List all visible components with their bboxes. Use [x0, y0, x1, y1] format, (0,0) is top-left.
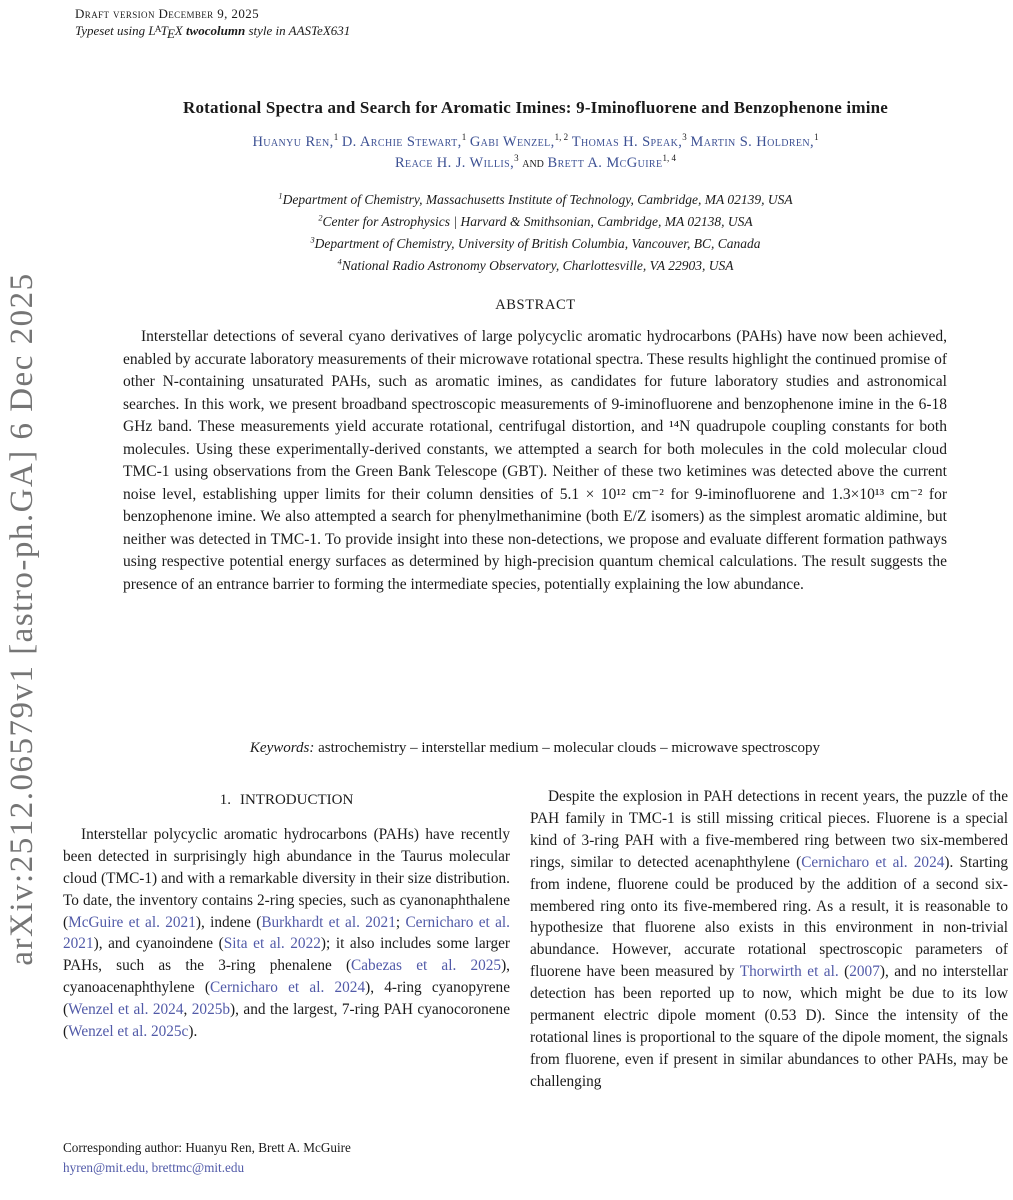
citation-link[interactable]: Wenzel et al. 2025c: [68, 1023, 189, 1041]
text-segment: astrochemistry – interstellar medium – molecular clouds – microwave spectroscopy: [318, 740, 821, 756]
citation-link[interactable]: Wenzel et al. 2024: [68, 1001, 184, 1019]
author-line-1: [63, 132, 1008, 153]
text-segment: style in AASTeX631: [245, 23, 351, 38]
text-segment: T: [160, 23, 168, 38]
text-segment: ), and the largest, 7-ring PAH cyanocoronene (: [63, 1001, 510, 1041]
citation-link[interactable]: Thorwirth et al.: [739, 963, 839, 981]
citation-link[interactable]: 2025b: [191, 1001, 231, 1019]
keywords-line: [123, 740, 947, 757]
author-name[interactable]: D. Archie Stewart: [341, 134, 458, 150]
text-segment: ). Starting from indene, fluorene could be produced by the addition of a second six-membered ring onto its five-membered ring. As a result, it is reasonable to hypothesize that fluorene also exists in this environment in non-trivial abundance. However, accurate rotational spectroscopic parameters of fluorene have been measured by: [530, 853, 1008, 981]
corresponding-author-line: Corresponding author: Huanyu Ren, Brett A. McGuire: [63, 1140, 351, 1155]
text-segment: E: [167, 25, 175, 41]
superscript-marker: 3: [310, 235, 315, 245]
author-name[interactable]: Gabi Wenzel: [469, 134, 551, 150]
text-segment: ;: [395, 913, 406, 931]
superscript-marker: 1: [461, 132, 467, 143]
citation-link[interactable]: 2007: [849, 963, 880, 981]
text-segment[interactable]: ,: [550, 134, 555, 150]
right-column: [530, 786, 1008, 1200]
superscript-marker: 2: [318, 213, 323, 223]
text-segment[interactable]: ,: [810, 134, 815, 150]
text-segment: Department of Chemistry, University of British Columbia, Vancouver, BC, Canada: [314, 236, 761, 251]
two-column-layout: [63, 786, 1008, 1200]
abstract-heading: ABSTRACT: [495, 297, 576, 313]
text-segment: L: [148, 23, 156, 38]
superscript-marker: 1, 4: [662, 153, 676, 164]
affiliation-line: [63, 233, 1008, 255]
citation-link[interactable]: Cernicharo et al. 2024: [801, 853, 945, 871]
superscript-marker: 1: [278, 191, 283, 201]
text-segment: Typeset using: [75, 23, 149, 38]
superscript-marker: 1: [333, 132, 339, 143]
text-segment: ,: [183, 1001, 192, 1019]
left-column: [63, 786, 510, 1200]
author-line-2: [63, 153, 1008, 174]
text-segment: ), and cyanoindene (: [93, 935, 224, 953]
text-segment: (: [838, 963, 850, 981]
text-segment: ).: [188, 1023, 198, 1041]
text-segment: ), cyanoacenaphthylene (: [63, 957, 510, 997]
author-name[interactable]: Huanyu Ren: [252, 134, 330, 150]
citation-link[interactable]: Cabezas et al. 2025: [351, 957, 502, 975]
text-segment: Keywords:: [249, 740, 319, 756]
author-name[interactable]: Reace H. J. Willis: [394, 155, 511, 171]
text-segment[interactable]: ,: [329, 134, 334, 150]
text-segment: National Radio Astronomy Observatory, Charlottesville, VA 22903, USA: [341, 258, 734, 273]
corresponding-author-note: [63, 1138, 510, 1200]
author-name[interactable]: Martin S. Holdren: [690, 134, 811, 150]
arxiv-watermark: arXiv:2512.06579v1 [astro-ph.GA] 6 Dec 2025: [4, 272, 40, 966]
text-segment: ), indene (: [195, 913, 262, 931]
body-paragraph: [530, 786, 1008, 1093]
affiliations: [63, 189, 1008, 277]
text-segment: X: [174, 23, 186, 38]
paper-title: Rotational Spectra and Search for Aromatic Imines: 9-Iminofluorene and Benzophenone imine: [182, 98, 889, 117]
text-segment: Center for Astrophysics | Harvard & Smithsonian, Cambridge, MA 02138, USA: [322, 214, 753, 229]
introduction-paragraph: [63, 824, 510, 1043]
text-segment: Despite the explosion in PAH detections in recent years, the puzzle of the PAH family in TMC-1 is still missing critical pieces. Fluorene is a special kind of 3-ring PAH with a five-membered ring between two six-membered rings, similar to detected acenaphthylene (: [530, 788, 1008, 871]
text-segment[interactable]: ,: [510, 155, 515, 171]
section-title: INTRODUCTION: [239, 792, 354, 808]
superscript-marker: 1: [814, 132, 819, 143]
typeset-line: [75, 22, 350, 42]
title-block: [63, 98, 1008, 277]
draft-version-line: Draft version December 9, 2025: [75, 6, 260, 21]
affiliation-line: [63, 211, 1008, 233]
citation-link[interactable]: Burkhardt et al. 2021: [261, 913, 396, 931]
affiliation-line: [63, 189, 1008, 211]
text-segment: ), and no interstellar detection has been reported up to now, which might be due to its low permanent electric dipole moment (0.53 D). Since the intensity of the rotational lines is proportional to the square of the dipole moment, the signals from fluorene, even if present in similar abundances to other PAHs, may be challenging: [530, 963, 1008, 1090]
text-segment: Department of Chemistry, Massachusetts Institute of Technology, Cambridge, MA 02139, USA: [282, 192, 793, 207]
superscript-marker: 3: [514, 153, 519, 164]
text-segment[interactable]: ,: [678, 134, 683, 150]
citation-link[interactable]: McGuire et al. 2021: [68, 913, 196, 931]
text-segment: A: [154, 25, 162, 36]
citation-link[interactable]: Cernicharo et al. 2024: [209, 979, 366, 997]
superscript-marker: 4: [337, 257, 342, 267]
text-segment: ); it also includes some larger PAHs, such as the 3-ring phenalene (: [63, 935, 510, 975]
citation-link[interactable]: Cernicharo et al. 2021: [63, 913, 510, 953]
author-name[interactable]: Thomas H. Speak: [571, 134, 679, 150]
text-segment: and: [518, 155, 548, 171]
text-segment: ), 4-ring cyanopyrene (: [63, 979, 510, 1019]
author-name[interactable]: Brett A. McGuire: [547, 155, 663, 171]
affiliation-line: [63, 255, 1008, 277]
abstract-text: Interstellar detections of several cyano derivatives of large polycyclic aromatic hydrocarbons (PAHs) have now been achieved, enabled by accurate laboratory measurements of their microwave rotational spectra. These results highlight the continued promise of other N-containing unsaturated PAHs, such as aromatic imines, as candidates for future laboratory studies and astronomical searches. In this work, we present broadband spectroscopic measurements of 9-iminofluorene and benzophenone imine in the 6-18 GHz band. These measurements yield accurate rotational, centrifugal distortion, and ¹⁴N quadrupole coupling constants for both molecules. Using these experimentally-derived constants, we attempted a search for both molecules in the cold molecular cloud TMC-1 using observations from the Green Bank Telescope (GBT). Neither of these two ketimines was detected above the current noise level, establishing upper limits for their column densities of 5.1 × 10¹² cm⁻² for 9-iminofluorene and 1.3×10¹³ cm⁻² for benzophenone imine. We also attempted a search for phenylmethanimine (both E/Z isomers) as the simplest aromatic aldimine, but neither was detected in TMC-1. To provide insight into these non-detections, we propose and evaluate different formation pathways using respective potential energy surfaces as determined by high-precision quantum chemical calculations. The result suggests the presence of an entrance barrier to forming the intermediate species, potentially explaining the low abundance.: [123, 328, 947, 593]
corresponding-emails[interactable]: hyren@mit.edu, brettmc@mit.edu: [63, 1160, 245, 1175]
text-segment: twocolumn: [185, 23, 246, 38]
text-segment: Interstellar polycyclic aromatic hydrocarbons (PAHs) have recently been detected in surprisingly high abundance in the Taurus molecular cloud (TMC-1) and with a remarkable diversity in their size distribution. To date, the inventory contains 2-ring species, such as cyanonaphthalene (: [63, 825, 510, 931]
draft-header: [75, 5, 350, 42]
section-heading-introduction: [63, 790, 510, 812]
superscript-marker: 1, 2: [554, 132, 569, 143]
citation-link[interactable]: Sita et al. 2022: [223, 935, 321, 953]
text-segment[interactable]: ,: [457, 134, 462, 150]
superscript-marker: 3: [682, 132, 687, 143]
section-number: 1.: [219, 792, 231, 808]
